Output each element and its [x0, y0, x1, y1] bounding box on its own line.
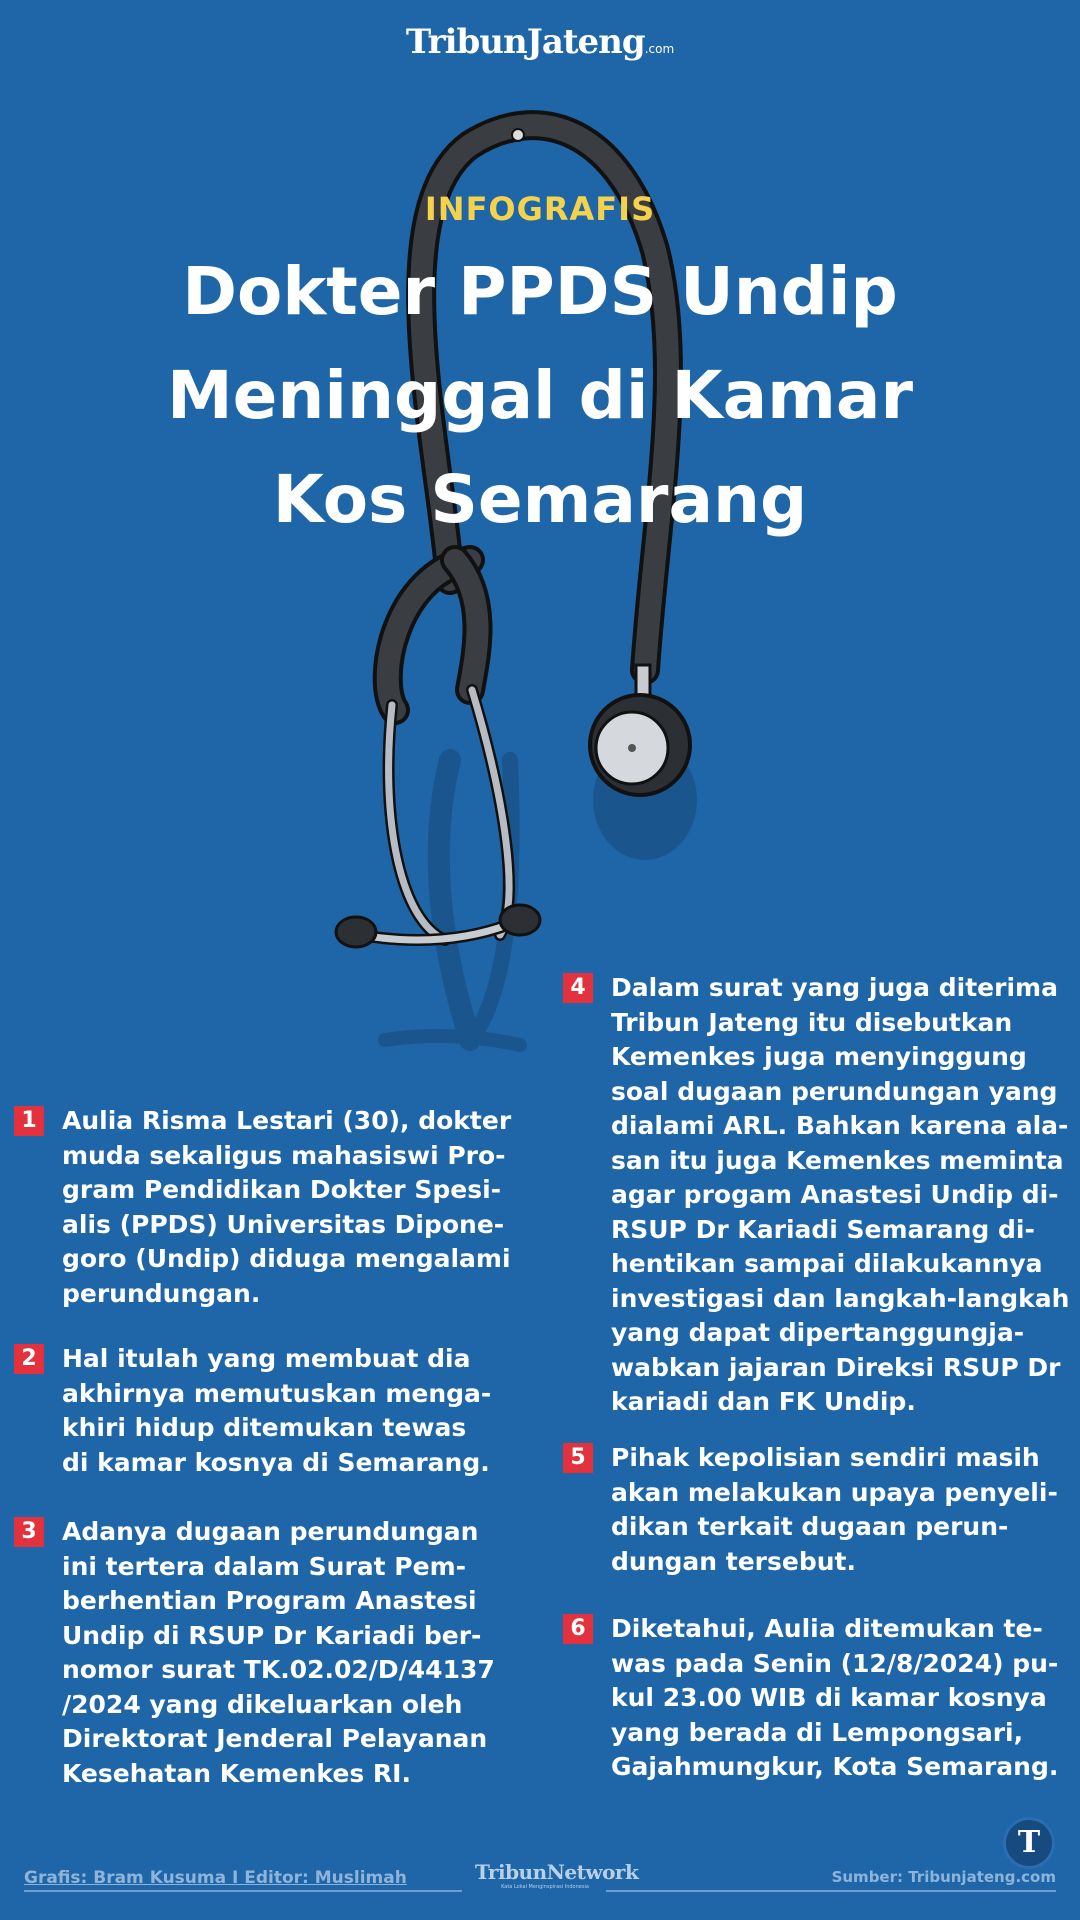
footer-source: Sumber: Tribunjateng.com	[831, 1868, 1056, 1886]
title-line: Meninggal di Kamar	[166, 357, 914, 434]
footer-divider	[24, 1890, 462, 1892]
point-number-badge: 4	[563, 973, 593, 1003]
network-name: TribunNetwork	[475, 1860, 639, 1884]
brand-domain: .com	[644, 42, 675, 56]
footer-credits: Grafis: Bram Kusuma I Editor: Muslimah	[24, 1868, 407, 1888]
point-2	[14, 1342, 534, 1480]
point-text: Aulia Risma Lestari (30), dokter muda sekaligus mahasiswi Pro- gram Pendidikan Dokter Spesi- alis (PPDS) Universitas Dipone- goro (Undip) diduga mengalami perundungan.	[62, 1106, 512, 1308]
point-number-badge: 6	[563, 1614, 593, 1644]
point-number-badge: 5	[563, 1443, 593, 1473]
title-line: Dokter PPDS Undip	[182, 253, 898, 330]
point-text: Hal itulah yang membuat dia akhirnya memutuskan menga- khiri hidup ditemukan tewas di kamar kosnya di Semarang.	[62, 1344, 492, 1477]
kicker: INFOGRAFIS	[424, 190, 656, 228]
point-4	[563, 971, 1073, 1420]
point-1	[14, 1104, 534, 1311]
network-tagline: Kata Lokal Menginspirasi Indonesia	[501, 1884, 589, 1890]
corner-logo: T	[1006, 1820, 1052, 1866]
point-number-badge: 1	[14, 1106, 44, 1136]
network-logo	[475, 1860, 639, 1890]
page-title	[80, 240, 1000, 552]
point-text: Diketahui, Aulia ditemukan te- was pada Senin (12/8/2024) pu- kul 23.00 WIB di kamar kosnya yang berada di Lempongsari, Gajahmungkur, Kota Semarang.	[611, 1614, 1059, 1781]
point-number-badge: 2	[14, 1344, 44, 1374]
footer-divider	[606, 1890, 1056, 1892]
brand-name: TribunJateng	[405, 22, 645, 62]
point-6	[563, 1612, 1073, 1785]
point-5	[563, 1441, 1073, 1579]
point-number-badge: 3	[14, 1517, 44, 1547]
point-text: Dalam surat yang juga diterima Tribun Jateng itu disebutkan Kemenkes juga menyinggung soal dugaan perundungan yang dialami ARL. Bahkan karena ala- san itu juga Kemenkes meminta agar progam Anastesi Undip di- RSUP Dr Kariadi Semarang di- hentikan sampai dilakukannya investigasi dan langkah-langkah yang dapat dipertanggungja- wabkan jajaran Direksi RSUP Dr kariadi dan FK Undip.	[611, 973, 1070, 1416]
title-line: Kos Semarang	[272, 461, 808, 538]
point-text: Adanya dugaan perundungan ini tertera dalam Surat Pem- berhentian Program Anastesi Undip di RSUP Dr Kariadi ber- nomor surat TK.02.02/D/44137 /2024 yang dikeluarkan oleh Direktorat Jenderal Pelayanan Kesehatan Kemenkes RI.	[62, 1517, 495, 1788]
point-text: Pihak kepolisian sendiri masih akan melakukan upaya penyeli- dikan terkait dugaan perun- dungan tersebut.	[611, 1443, 1058, 1576]
point-3	[14, 1515, 534, 1791]
